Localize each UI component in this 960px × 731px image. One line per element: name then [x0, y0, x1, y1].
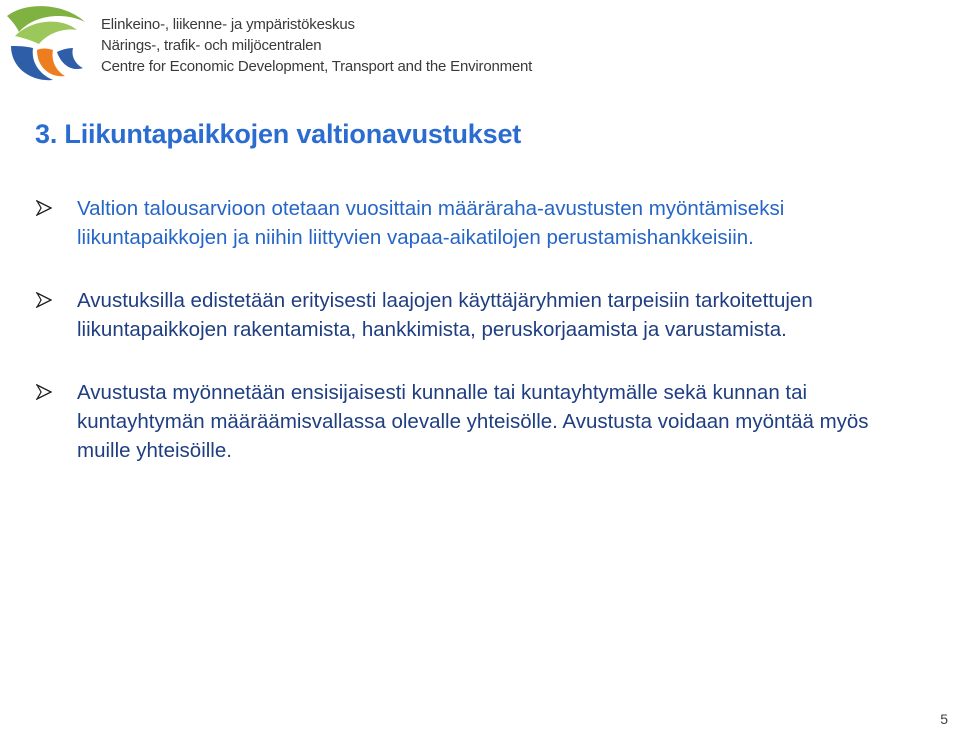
org-name-swedish: Närings-, trafik- och miljöcentralen [101, 37, 322, 54]
bullet-list [36, 194, 916, 465]
arrowhead-bullet-icon [36, 200, 52, 216]
bullet-text: Avustuksilla edistetään erityisesti laajojen käyttäjäryhmien tarpeisiin tarkoitettujen liikuntapaikkojen rakentamista, hankkimista, peruskorjaamista ja varustamista. [77, 289, 813, 341]
bullet-text: Avustusta myönnetään ensisijaisesti kunnalle tai kuntayhtymälle sekä kunnan tai kuntayhtymän määräämisvallassa olevalle yhteisölle. Avustusta voidaan myöntää myös muille yhteisöille. [77, 381, 869, 462]
org-name-english: Centre for Economic Development, Transport and the Environment [101, 58, 533, 75]
slide-title: 3. Liikuntapaikkojen valtionavustukset [35, 119, 522, 149]
slide-header [0, 0, 960, 90]
bullet-text: Valtion talousarvioon otetaan vuosittain määräraha-avustusten myöntämiseksi liikuntapaikkojen ja niihin liittyvien vapaa-aikatilojen perustamishankkeisiin. [77, 197, 785, 249]
arrowhead-bullet-icon [36, 292, 52, 308]
org-name-finnish: Elinkeino-, liikenne- ja ympäristökeskus [101, 16, 355, 33]
organization-names [101, 14, 532, 77]
bullet-item [36, 286, 916, 344]
bullet-item [36, 378, 916, 465]
arrowhead-bullet-icon [36, 384, 52, 400]
page-number: 5 [940, 711, 948, 727]
bullet-item [36, 194, 916, 252]
ely-centre-logo-icon [5, 2, 87, 84]
